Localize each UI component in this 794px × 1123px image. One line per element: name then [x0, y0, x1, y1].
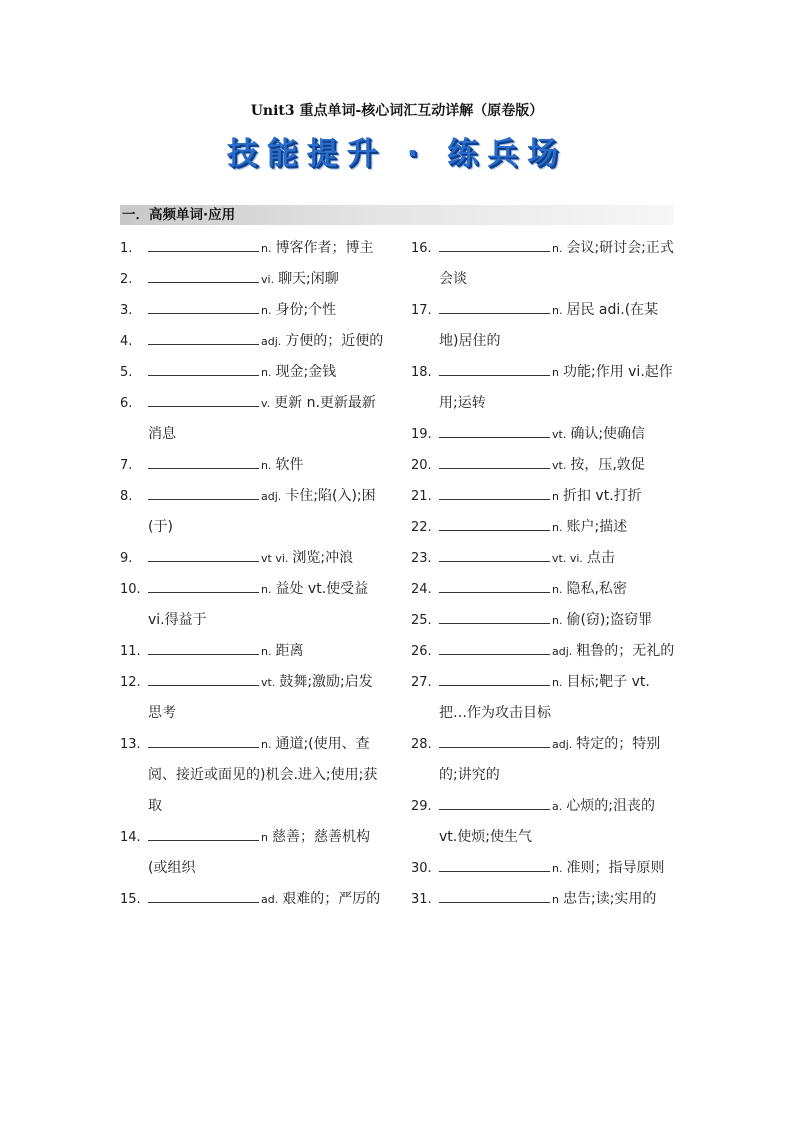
definition: 身份;个性: [275, 302, 337, 318]
definition: 心烦的;沮丧的 vt.使烦;使生气: [439, 798, 655, 845]
item-number: 19.: [411, 427, 432, 442]
answer-blank[interactable]: [439, 239, 550, 252]
part-of-speech: vt.: [552, 459, 567, 472]
vocab-item: [411, 884, 677, 915]
item-number: 12.: [120, 675, 141, 690]
definition: 距离: [275, 643, 304, 659]
vocab-item: [411, 543, 677, 574]
vocab-column-left: [120, 233, 386, 915]
part-of-speech: vt vi.: [261, 552, 289, 565]
definition: 居民 adi.(在某地)居住的: [439, 302, 659, 349]
vocab-item: [411, 295, 677, 357]
answer-blank[interactable]: [439, 518, 550, 531]
answer-blank[interactable]: [148, 673, 259, 686]
item-number: 8.: [120, 489, 133, 504]
part-of-speech: adj.: [552, 738, 573, 751]
vocab-item: [120, 729, 386, 822]
part-of-speech: a.: [552, 800, 563, 813]
item-number: 11.: [120, 644, 141, 659]
vocab-item: [120, 636, 386, 667]
item-number: 27.: [411, 675, 432, 690]
part-of-speech: n.: [552, 676, 563, 689]
part-of-speech: n.: [261, 242, 272, 255]
part-of-speech: n.: [261, 366, 272, 379]
answer-blank[interactable]: [148, 301, 259, 314]
definition: 折扣 vt.打折: [562, 488, 642, 504]
definition: 鼓舞;激励;启发思考: [148, 674, 373, 721]
answer-blank[interactable]: [148, 549, 259, 562]
item-number: 3.: [120, 303, 133, 318]
part-of-speech: n.: [261, 583, 272, 596]
item-number: 7.: [120, 458, 133, 473]
item-number: 5.: [120, 365, 133, 380]
answer-blank[interactable]: [148, 363, 259, 376]
definition: 功能;作用 vi.起作用;运转: [439, 364, 673, 411]
part-of-speech: n.: [261, 738, 272, 751]
part-of-speech: n.: [552, 521, 563, 534]
part-of-speech: n: [552, 366, 559, 379]
vocab-item: [411, 667, 677, 729]
item-number: 21.: [411, 489, 432, 504]
vocab-item: [411, 636, 677, 667]
answer-blank[interactable]: [439, 673, 550, 686]
answer-blank[interactable]: [148, 642, 259, 655]
vocab-item: [411, 574, 677, 605]
vocab-item: [120, 667, 386, 729]
answer-blank[interactable]: [439, 456, 550, 469]
document-title: Unit3 重点单词-核心词汇互动详解（原卷版）: [250, 103, 544, 119]
definition: 确认;使确信: [570, 426, 646, 442]
definition: 准则；指导原则: [566, 860, 665, 876]
vocab-item: [120, 388, 386, 450]
part-of-speech: adj.: [552, 645, 573, 658]
item-number: 30.: [411, 861, 432, 876]
definition: 更新 n.更新最新消息: [148, 395, 376, 442]
part-of-speech: vi.: [261, 273, 275, 286]
vocab-item: [120, 543, 386, 574]
part-of-speech: n.: [261, 645, 272, 658]
item-number: 2.: [120, 272, 133, 287]
section-heading-text: 一．高频单词·应用: [122, 207, 236, 223]
answer-blank[interactable]: [148, 456, 259, 469]
vocab-item: [411, 512, 677, 543]
part-of-speech: adj.: [261, 490, 282, 503]
definition: 卡住;陷(入);困(于): [148, 488, 376, 535]
item-number: 24.: [411, 582, 432, 597]
item-number: 20.: [411, 458, 432, 473]
answer-blank[interactable]: [439, 611, 550, 624]
vocab-item: [411, 481, 677, 512]
vocab-item: [411, 853, 677, 884]
part-of-speech: vt.: [261, 676, 276, 689]
item-number: 16.: [411, 241, 432, 256]
item-number: 26.: [411, 644, 432, 659]
answer-blank[interactable]: [148, 394, 259, 407]
vocab-item: [411, 605, 677, 636]
answer-blank[interactable]: [439, 797, 550, 810]
definition: 账户;描述: [566, 519, 628, 535]
answer-blank[interactable]: [439, 549, 550, 562]
item-number: 10.: [120, 582, 141, 597]
answer-blank[interactable]: [148, 580, 259, 593]
answer-blank[interactable]: [439, 735, 550, 748]
definition: 偷(窃);盗窃罪: [566, 612, 653, 628]
vocab-item: [120, 295, 386, 326]
part-of-speech: ad.: [261, 893, 279, 906]
answer-blank[interactable]: [439, 363, 550, 376]
answer-blank[interactable]: [148, 828, 259, 841]
item-number: 14.: [120, 830, 141, 845]
answer-blank[interactable]: [439, 580, 550, 593]
vocab-item: [120, 264, 386, 295]
definition: 艰难的；严厉的: [282, 891, 381, 907]
vocab-item: [411, 357, 677, 419]
item-number: 6.: [120, 396, 133, 411]
definition: 特定的；特别的;讲究的: [439, 736, 661, 783]
vocab-item: [120, 481, 386, 543]
item-number: 22.: [411, 520, 432, 535]
answer-blank[interactable]: [439, 425, 550, 438]
part-of-speech: n: [552, 893, 559, 906]
answer-blank[interactable]: [148, 487, 259, 500]
part-of-speech: vt. vi.: [552, 552, 583, 565]
vocab-item: [120, 822, 386, 884]
answer-blank[interactable]: [148, 239, 259, 252]
item-number: 4.: [120, 334, 133, 349]
part-of-speech: n.: [552, 862, 563, 875]
vocab-item: [411, 450, 677, 481]
part-of-speech: n.: [261, 459, 272, 472]
answer-blank[interactable]: [439, 890, 550, 903]
part-of-speech: n.: [552, 614, 563, 627]
answer-blank[interactable]: [439, 301, 550, 314]
definition: 方便的；近便的: [285, 333, 384, 349]
vocab-item: [411, 419, 677, 450]
definition: 慈善；慈善机构(或组织: [148, 829, 370, 876]
answer-blank[interactable]: [148, 270, 259, 283]
section-heading: [120, 205, 674, 225]
item-number: 9.: [120, 551, 133, 566]
answer-blank[interactable]: [148, 890, 259, 903]
item-number: 1.: [120, 241, 133, 256]
definition: 粗鲁的；无礼的: [576, 643, 675, 659]
vocab-item: [411, 233, 677, 295]
vocab-item: [411, 729, 677, 791]
definition: 现金;金钱: [275, 364, 337, 380]
part-of-speech: n: [552, 490, 559, 503]
part-of-speech: n.: [552, 583, 563, 596]
definition: 会议;研讨会;正式会谈: [439, 240, 674, 287]
part-of-speech: n.: [552, 304, 563, 317]
answer-blank[interactable]: [439, 859, 550, 872]
definition: 忠告;读;实用的: [562, 891, 657, 907]
part-of-speech: n.: [261, 304, 272, 317]
definition: 点击: [586, 550, 615, 566]
vocab-item: [120, 233, 386, 264]
definition: 浏览;冲浪: [292, 550, 354, 566]
vocab-item: [120, 450, 386, 481]
item-number: 17.: [411, 303, 432, 318]
section-banner: 技能提升 · 练兵场: [226, 136, 568, 172]
vocab-item: [120, 326, 386, 357]
vocab-item: [120, 884, 386, 915]
part-of-speech: v.: [261, 397, 271, 410]
vocab-item: [120, 574, 386, 636]
item-number: 15.: [120, 892, 141, 907]
item-number: 13.: [120, 737, 141, 752]
item-number: 18.: [411, 365, 432, 380]
answer-blank[interactable]: [439, 642, 550, 655]
definition: 目标;靶子 vt.把…作为攻击目标: [439, 674, 650, 721]
definition: 通道;(使用、查阅、接近或面见的)机会.进入;使用;获取: [148, 736, 378, 814]
vocab-item: [411, 791, 677, 853]
definition: 博客作者；博主: [275, 240, 374, 256]
answer-blank[interactable]: [148, 735, 259, 748]
item-number: 29.: [411, 799, 432, 814]
definition: 隐私,私密: [566, 581, 627, 597]
definition: 软件: [275, 457, 304, 473]
definition: 按，压,敦促: [570, 457, 645, 473]
item-number: 25.: [411, 613, 432, 628]
item-number: 23.: [411, 551, 432, 566]
item-number: 31.: [411, 892, 432, 907]
definition: 益处 vt.使受益 vi.得益于: [148, 581, 369, 628]
part-of-speech: n: [261, 831, 268, 844]
part-of-speech: adj.: [261, 335, 282, 348]
vocab-column-right: [411, 233, 677, 915]
item-number: 28.: [411, 737, 432, 752]
part-of-speech: vt.: [552, 428, 567, 441]
part-of-speech: n.: [552, 242, 563, 255]
answer-blank[interactable]: [439, 487, 550, 500]
vocab-item: [120, 357, 386, 388]
definition: 聊天;闲聊: [278, 271, 339, 287]
answer-blank[interactable]: [148, 332, 259, 345]
